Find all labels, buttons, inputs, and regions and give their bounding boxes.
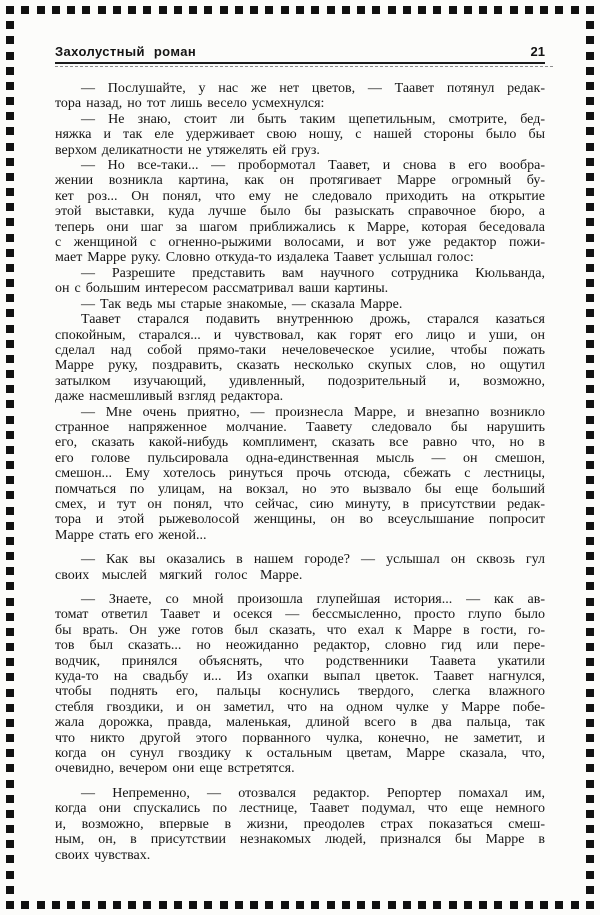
- border-square: [6, 431, 14, 439]
- border-square: [113, 6, 121, 14]
- border-square: [6, 613, 14, 621]
- border-square: [586, 294, 594, 302]
- border-square: [586, 764, 594, 772]
- border-square: [204, 6, 212, 14]
- text-line: — Знаете, со мной произошла глупейшая история... — как ав-: [81, 592, 545, 607]
- border-square: [586, 6, 594, 14]
- border-square: [586, 795, 594, 803]
- border-square: [6, 689, 14, 697]
- border-square: [6, 36, 14, 44]
- border-square: [6, 264, 14, 272]
- border-square: [82, 901, 90, 909]
- border-square: [6, 400, 14, 408]
- border-square: [6, 749, 14, 757]
- border-square: [586, 825, 594, 833]
- border-square: [586, 158, 594, 166]
- border-square: [174, 901, 182, 909]
- text-line: что никто другой этого порванного чулка, конечно, не заметит, и: [55, 730, 545, 746]
- border-square: [586, 446, 594, 454]
- border-square: [265, 6, 273, 14]
- text-line: помчаться по улицам, на вокзал, но это вызвало бы еще больший: [55, 481, 545, 497]
- border-square: [6, 446, 14, 454]
- border-square: [6, 825, 14, 833]
- paragraph: [55, 592, 545, 777]
- border-square: [494, 6, 502, 14]
- text-line: томат ответил Таавет и осекся — бессмысленно, просто глупо было: [55, 607, 545, 623]
- page-number: 21: [530, 44, 545, 59]
- border-square: [6, 855, 14, 863]
- border-square: [220, 901, 228, 909]
- border-square: [525, 6, 533, 14]
- border-square: [586, 461, 594, 469]
- border-square: [98, 901, 106, 909]
- border-square: [6, 810, 14, 818]
- border-square: [388, 901, 396, 909]
- text-line: даже насмешливый взгляд редактора.: [55, 389, 284, 405]
- border-square: [6, 21, 14, 29]
- border-square: [586, 431, 594, 439]
- border-square: [464, 6, 472, 14]
- border-square: [418, 901, 426, 909]
- border-square: [586, 704, 594, 712]
- border-square: [586, 628, 594, 636]
- border-square: [372, 6, 380, 14]
- text-line: этой выставки, куда лучше было бы разыскать справочное бюро, а: [55, 204, 545, 220]
- text-line: — Послушайте, у нас же нет цветов, — Таавет потянул редак-: [81, 81, 545, 96]
- border-square: [586, 143, 594, 151]
- text-line: куда-то на свадьбу и... Из охапки выпал цветок. Таавет нагнулся,: [55, 669, 545, 685]
- text-line: водчик, принялся объяснять, что родственники Таавета укатили: [55, 653, 545, 669]
- text-line: его, сказать какой-нибудь комплимент, сказать все равно что, но в: [55, 435, 545, 451]
- border-square: [52, 901, 60, 909]
- text-line: стебля гвоздики, и он заметил, что на одном чулке у Марре побе-: [55, 699, 545, 715]
- border-square: [250, 6, 258, 14]
- border-square: [586, 249, 594, 257]
- text-line: — Разрешите представить вам научного сотрудника Кюльванда,: [81, 265, 545, 281]
- border-square: [586, 385, 594, 393]
- border-square: [6, 840, 14, 848]
- text-line: тора назад, но тот лишь весело усмехнулся:: [55, 96, 325, 112]
- paragraph: [55, 112, 545, 158]
- border-square: [6, 507, 14, 515]
- border-square: [342, 6, 350, 14]
- text-line: — Непременно, — отозвался редактор. Репортер помахал им,: [81, 785, 545, 801]
- border-square: [6, 628, 14, 636]
- border-square: [6, 537, 14, 545]
- border-square: [6, 780, 14, 788]
- border-square: [586, 491, 594, 499]
- text-line: тов был сказать... но неожиданно редактор, словно гид или пере-: [55, 638, 545, 654]
- paragraph: [55, 297, 545, 312]
- border-square: [6, 370, 14, 378]
- text-line: сделал над собой прямо-таки нечеловеческое усилие, чтобы пожать: [55, 342, 545, 358]
- paragraph: [55, 552, 545, 583]
- border-square: [327, 6, 335, 14]
- paragraph: [55, 158, 545, 266]
- text-line: смешон... Ему хотелось ринуться прочь отсюда, сбежать с лестницы,: [55, 466, 545, 482]
- border-square: [586, 52, 594, 60]
- border-square: [540, 6, 548, 14]
- border-square: [586, 21, 594, 29]
- border-square: [6, 719, 14, 727]
- border-square: [586, 112, 594, 120]
- border-square: [143, 6, 151, 14]
- border-square: [418, 6, 426, 14]
- border-square: [6, 127, 14, 135]
- border-square: [6, 567, 14, 575]
- border-square: [6, 643, 14, 651]
- text-line: мает Марре руку. Словно откуда-то издалека Таавет услышал голос:: [55, 250, 474, 266]
- text-line: — Но все-таки... — пробормотал Таавет, и снова в его вообра-: [81, 158, 545, 174]
- text-line: — Мне очень приятно, — произнесла Марре, и внезапно возникло: [81, 404, 545, 420]
- border-square: [6, 325, 14, 333]
- border-square: [6, 6, 14, 14]
- border-square: [586, 901, 594, 909]
- text-line: когда он сунул гвоздику к остальным цветам, Марре сказала, что,: [55, 746, 545, 762]
- border-square: [189, 901, 197, 909]
- border-square: [21, 901, 29, 909]
- border-square: [586, 264, 594, 272]
- border-square: [143, 901, 151, 909]
- border-square: [6, 294, 14, 302]
- border-square: [113, 901, 121, 909]
- text-line: странное напряженное молчание. Таавету следовало бы нарушить: [55, 419, 545, 435]
- border-square: [174, 6, 182, 14]
- text-line: его голове пульсировала одна-единственная мысль — он смешон,: [55, 450, 545, 466]
- border-square: [586, 855, 594, 863]
- border-square: [296, 901, 304, 909]
- border-square: [571, 6, 579, 14]
- text-line: затылком изучающий, удивленный, подозрительный и, возможно,: [55, 373, 545, 389]
- border-square: [586, 234, 594, 242]
- border-square: [250, 901, 258, 909]
- text-line: тора и этой рыжеволосой женщины, он во всеуслышание попросит: [55, 512, 545, 528]
- border-square: [586, 658, 594, 666]
- text-line: своих чувствах.: [55, 847, 151, 863]
- border-square: [586, 218, 594, 226]
- border-square: [6, 203, 14, 211]
- border-square: [586, 643, 594, 651]
- border-square: [372, 901, 380, 909]
- border-square: [571, 901, 579, 909]
- text-line: с женщиной с огненно-рыжими волосами, и вот уже редактор пожи-: [55, 235, 545, 251]
- border-square: [586, 613, 594, 621]
- border-square: [586, 719, 594, 727]
- border-square: [586, 203, 594, 211]
- border-square: [6, 871, 14, 879]
- border-square: [6, 218, 14, 226]
- border-square: [128, 6, 136, 14]
- text-line: спокойным, старался... и чувствовал, как горят его лицо и уши, он: [55, 327, 545, 343]
- border-square: [510, 6, 518, 14]
- border-square: [311, 6, 319, 14]
- border-square: [586, 598, 594, 606]
- text-line: он с большим интересом рассматривал ваши картины.: [55, 281, 389, 297]
- border-square: [525, 901, 533, 909]
- text-line: своих мыслей мягкий голос Марре.: [55, 567, 303, 583]
- border-square: [586, 400, 594, 408]
- border-square: [6, 764, 14, 772]
- border-square: [586, 840, 594, 848]
- border-square: [6, 249, 14, 257]
- border-square: [6, 416, 14, 424]
- text-line: верхом деликатности не утяжелять ей груз.: [55, 142, 320, 158]
- paragraph: [55, 266, 545, 297]
- text-line: кет роз... Он понял, что ему не следовало приходить на открытие: [55, 188, 545, 204]
- border-square: [6, 52, 14, 60]
- text-line: и, возможно, впервые в жизни, преодолев страх показаться смеш-: [55, 816, 545, 832]
- border-square: [6, 158, 14, 166]
- border-square: [586, 370, 594, 378]
- border-square: [586, 325, 594, 333]
- border-square: [235, 6, 243, 14]
- text-line: — Так ведь мы старые знакомые, — сказала Марре.: [81, 296, 403, 312]
- border-square: [327, 901, 335, 909]
- border-square: [586, 567, 594, 575]
- border-square: [189, 6, 197, 14]
- border-square: [6, 173, 14, 181]
- border-square: [388, 6, 396, 14]
- border-square: [586, 36, 594, 44]
- text-line: Таавет старался подавить внутреннюю дрожь, старался казаться: [81, 312, 545, 328]
- border-square: [586, 173, 594, 181]
- border-square: [220, 6, 228, 14]
- border-square: [281, 6, 289, 14]
- border-square: [6, 112, 14, 120]
- border-square: [6, 309, 14, 317]
- border-square: [433, 6, 441, 14]
- text-line: чтобы поднять его, пальцы коснулись твердого, слегка влажного: [55, 684, 545, 700]
- border-square: [449, 6, 457, 14]
- border-square: [586, 476, 594, 484]
- border-square: [403, 6, 411, 14]
- border-square: [21, 6, 29, 14]
- border-square: [6, 704, 14, 712]
- border-square: [586, 416, 594, 424]
- header-rule-shadow: [55, 66, 553, 67]
- border-square: [67, 6, 75, 14]
- border-square: [586, 97, 594, 105]
- border-square: [6, 673, 14, 681]
- border-square: [586, 340, 594, 348]
- border-square: [540, 901, 548, 909]
- border-square: [586, 309, 594, 317]
- border-square: [6, 552, 14, 560]
- header-rule: [55, 62, 545, 64]
- text-line: Марре руку, поздравить, сказать несколько скупых слов, но ощутил: [55, 358, 545, 374]
- border-square: [6, 385, 14, 393]
- border-square: [586, 749, 594, 757]
- text-line: смех, и тут он понял, что сейчас, сию минуту, в присутствии редак-: [55, 496, 545, 512]
- border-square: [6, 82, 14, 90]
- border-square: [6, 522, 14, 530]
- paragraph: [55, 405, 545, 544]
- border-square: [204, 901, 212, 909]
- paragraph: [55, 786, 545, 863]
- border-square: [281, 901, 289, 909]
- border-square: [37, 901, 45, 909]
- border-square: [159, 901, 167, 909]
- text-line: когда они спускались по лестнице, Таавет подумал, что еще немного: [55, 801, 545, 817]
- text-line: жала дорожка, правда, маленькая, длиной всего в два пальца, так: [55, 715, 545, 731]
- border-square: [6, 598, 14, 606]
- border-square: [586, 537, 594, 545]
- border-square: [265, 901, 273, 909]
- paragraph: [55, 312, 545, 404]
- border-square: [6, 67, 14, 75]
- border-square: [586, 507, 594, 515]
- border-square: [6, 355, 14, 363]
- border-square: [586, 522, 594, 530]
- text-line: няжка и так еле удерживает свою ношу, с нашей стороны было бы: [55, 127, 545, 143]
- border-square: [433, 901, 441, 909]
- paragraph: [55, 81, 545, 112]
- border-square: [6, 188, 14, 196]
- border-square: [6, 734, 14, 742]
- border-square: [586, 552, 594, 560]
- border-square: [6, 340, 14, 348]
- border-square: [98, 6, 106, 14]
- border-square: [6, 582, 14, 590]
- border-square: [586, 810, 594, 818]
- border-square: [403, 901, 411, 909]
- page-title: Захолустный роман: [55, 44, 197, 59]
- body-text: [55, 81, 545, 863]
- border-square: [52, 6, 60, 14]
- border-square: [6, 97, 14, 105]
- text-line: жении возникла картина, как он протягивает Марре огромный бу-: [55, 173, 545, 189]
- border-square: [342, 901, 350, 909]
- border-square: [586, 355, 594, 363]
- text-line: очевидно, вечером они еще встретятся.: [55, 761, 295, 777]
- border-square: [6, 901, 14, 909]
- border-square: [6, 795, 14, 803]
- border-square: [357, 6, 365, 14]
- text-line: — Как вы оказались в нашем городе? — услышал он сквозь гул: [81, 552, 545, 568]
- text-line: Марре стать его женой...: [55, 527, 207, 543]
- border-square: [586, 82, 594, 90]
- border-square: [494, 901, 502, 909]
- border-square: [6, 234, 14, 242]
- border-square: [357, 901, 365, 909]
- border-square: [6, 461, 14, 469]
- border-square: [82, 6, 90, 14]
- text-line: бы врать. Он уже готов был сказать, что ехал к Марре в гости, го-: [55, 622, 545, 638]
- text-line: теперь они шаг за шагом приближались к Марре, которая беседовала: [55, 219, 545, 235]
- border-square: [6, 279, 14, 287]
- border-square: [6, 491, 14, 499]
- border-square: [6, 886, 14, 894]
- border-square: [555, 901, 563, 909]
- border-square: [67, 901, 75, 909]
- border-square: [586, 127, 594, 135]
- border-square: [586, 67, 594, 75]
- border-square: [6, 476, 14, 484]
- border-square: [464, 901, 472, 909]
- border-square: [449, 901, 457, 909]
- border-square: [311, 901, 319, 909]
- border-square: [586, 582, 594, 590]
- border-square: [37, 6, 45, 14]
- border-square: [586, 871, 594, 879]
- text-line: — Не знаю, стоит ли быть таким щепетильным, смотрите, бед-: [81, 111, 545, 127]
- border-square: [6, 143, 14, 151]
- border-square: [479, 901, 487, 909]
- border-square: [479, 6, 487, 14]
- border-square: [296, 6, 304, 14]
- border-square: [235, 901, 243, 909]
- border-square: [586, 780, 594, 788]
- border-square: [586, 689, 594, 697]
- border-square: [586, 734, 594, 742]
- border-square: [586, 886, 594, 894]
- border-square: [586, 279, 594, 287]
- border-square: [555, 6, 563, 14]
- border-square: [159, 6, 167, 14]
- border-square: [6, 658, 14, 666]
- border-square: [586, 188, 594, 196]
- border-square: [510, 901, 518, 909]
- page-header: [55, 45, 545, 71]
- border-square: [586, 673, 594, 681]
- text-line: ным, он, в присутствии незнакомых людей, признался бы Марре в: [55, 832, 545, 848]
- border-square: [128, 901, 136, 909]
